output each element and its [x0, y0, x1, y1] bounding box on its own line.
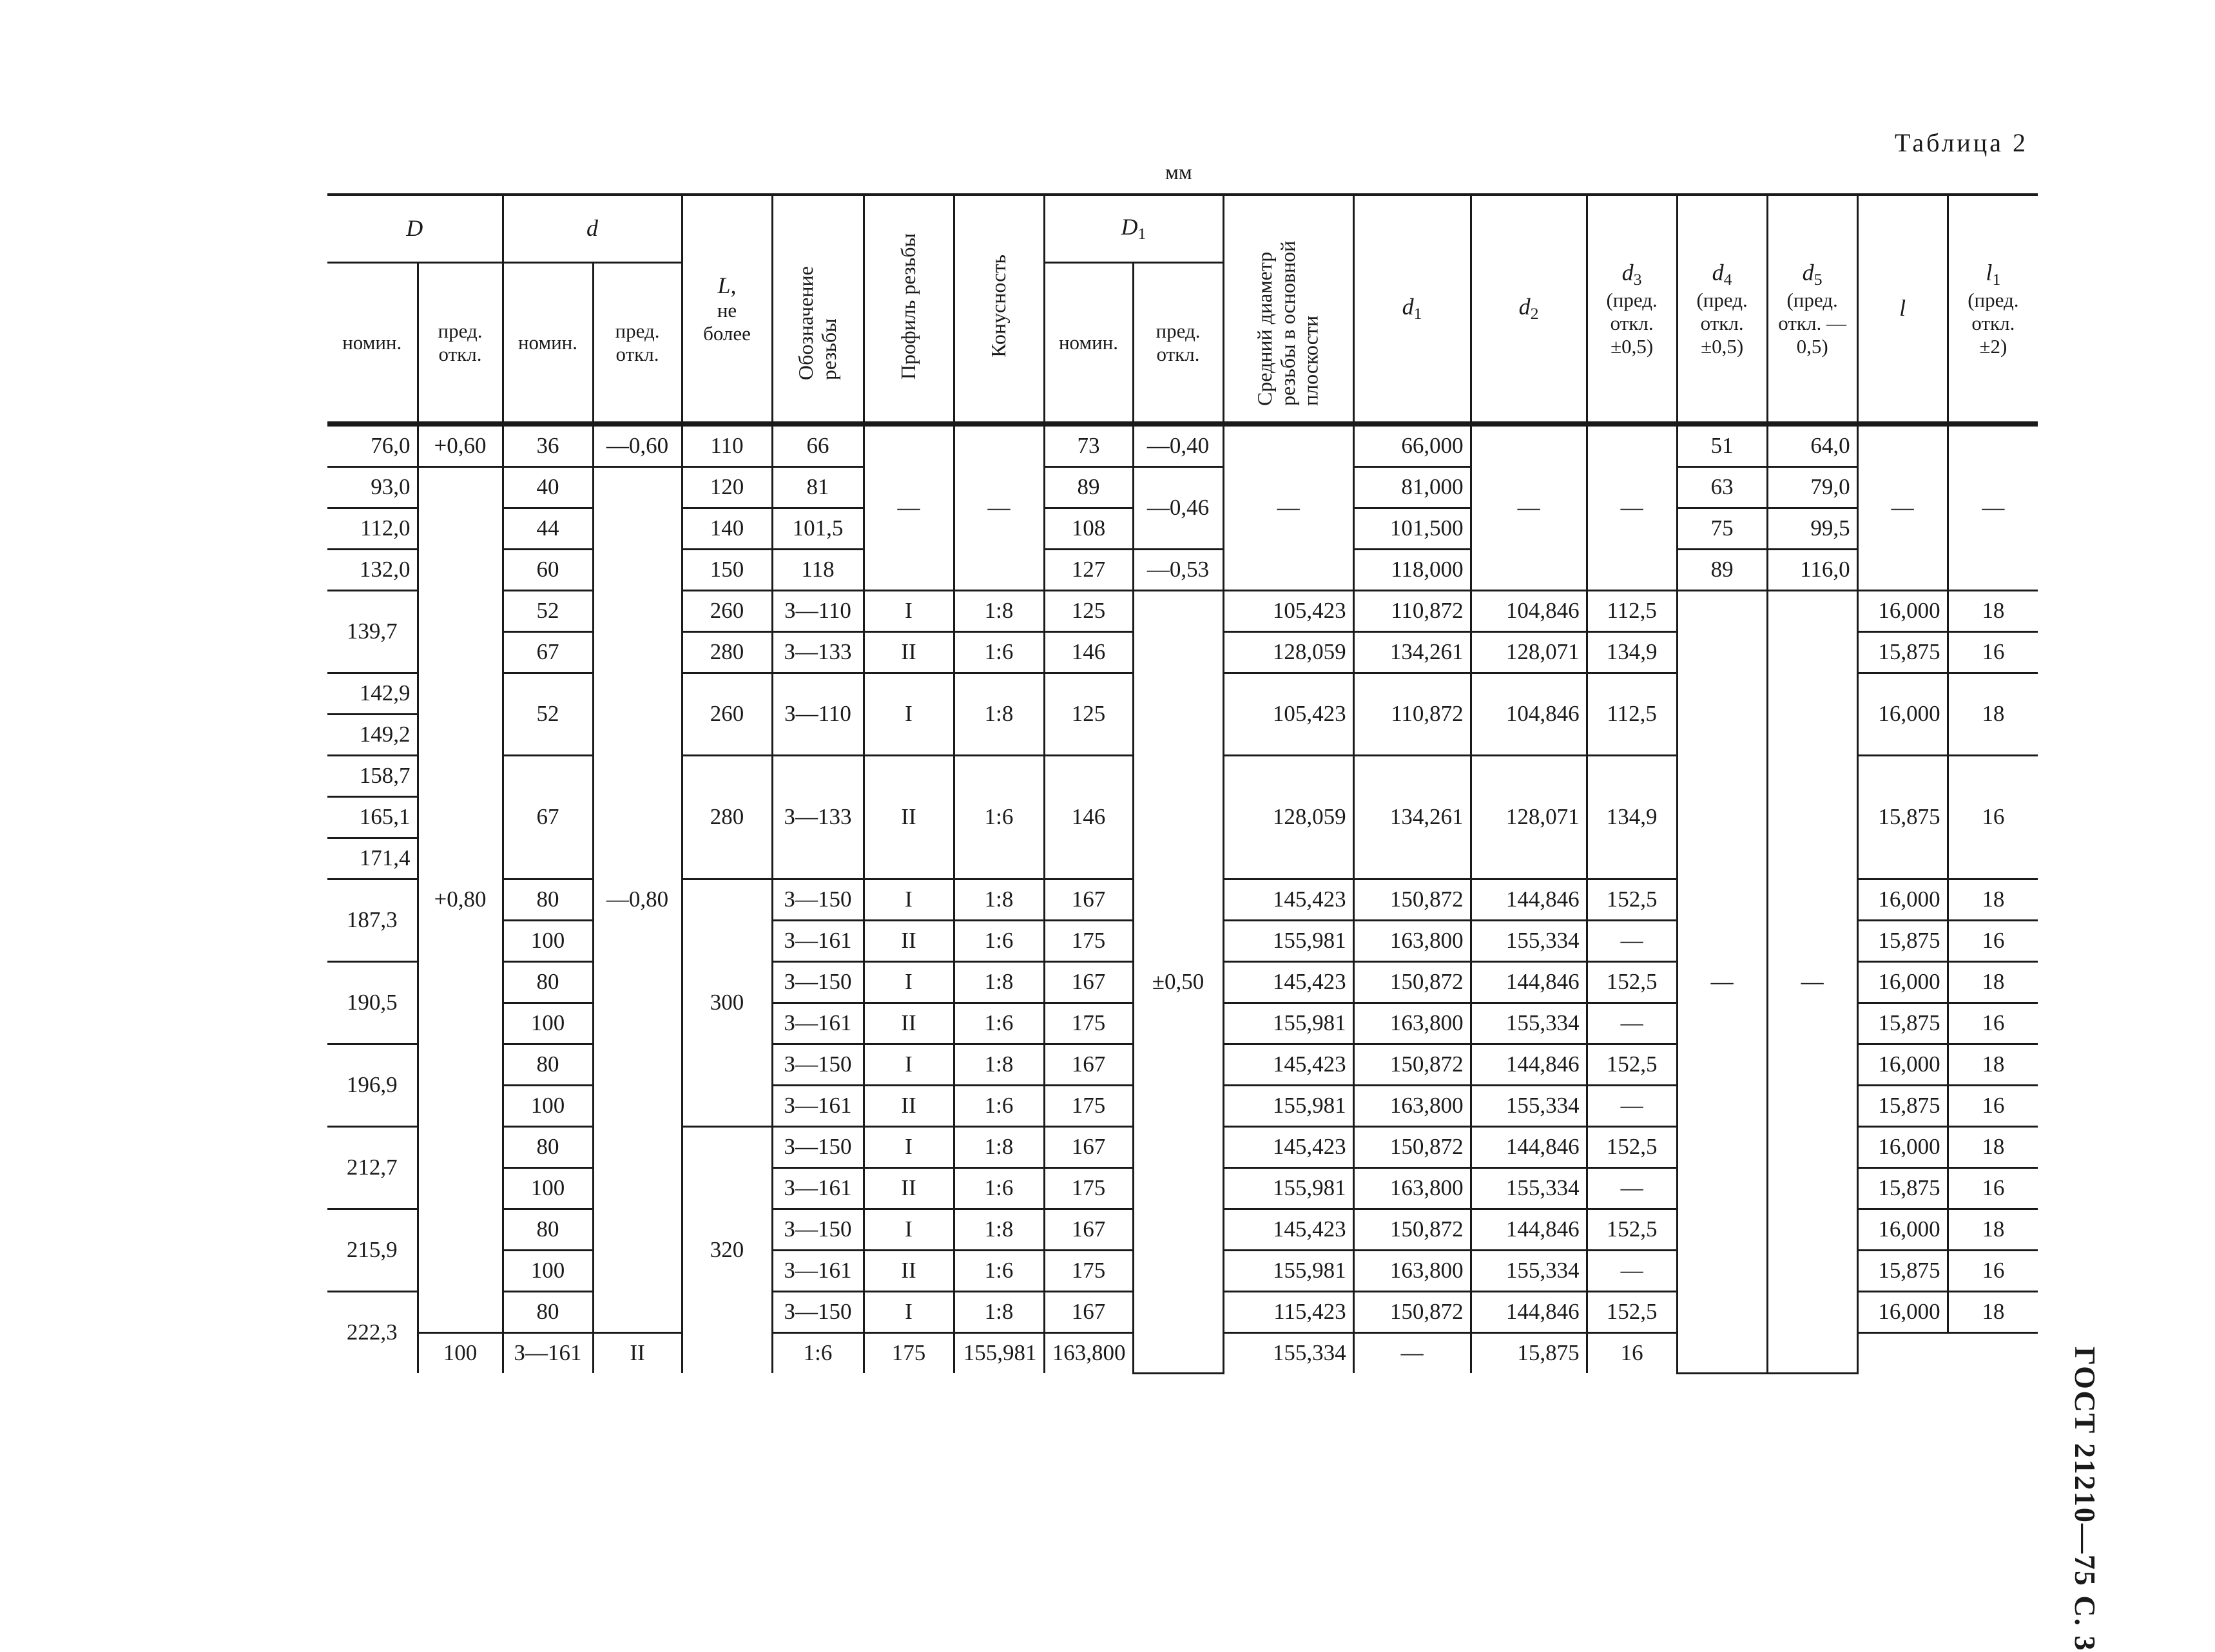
cell: З—150 [772, 879, 864, 921]
cell: 100 [503, 1168, 593, 1209]
cell: 75 [1677, 508, 1767, 550]
header-d2: $d_2$ [1471, 195, 1587, 424]
cell: 167 [1044, 1209, 1133, 1251]
cell: 105,423 [1223, 591, 1353, 632]
cell: — [1857, 424, 1948, 591]
cell: 15,875 [1857, 756, 1948, 879]
cell: 140 [682, 508, 772, 550]
cell: З—161 [503, 1333, 593, 1374]
cell: 155,334 [1471, 1251, 1587, 1292]
cell: 146 [1044, 756, 1133, 879]
cell: 145,423 [1223, 1044, 1353, 1086]
cell: 100 [503, 1086, 593, 1127]
cell: 187,3 [327, 879, 418, 962]
cell: 60 [503, 550, 593, 591]
cell: 155,334 [1223, 1333, 1353, 1374]
cell: 1:8 [954, 1209, 1044, 1251]
cell: —0,46 [1133, 467, 1223, 550]
cell: —0,53 [1133, 550, 1223, 591]
cell: 260 [682, 673, 772, 756]
cell: 150,872 [1353, 962, 1471, 1003]
cell: 167 [1044, 1127, 1133, 1168]
cell: — [864, 424, 954, 591]
cell: 15,875 [1857, 1251, 1948, 1292]
cell: —0,80 [593, 467, 682, 1333]
cell: 100 [503, 1251, 593, 1292]
cell: 18 [1948, 1292, 2038, 1333]
cell: 80 [503, 1127, 593, 1168]
cell: 167 [1044, 1292, 1133, 1333]
cell: 16,000 [1857, 962, 1948, 1003]
cell: 16 [1948, 632, 2038, 673]
cell: 155,981 [954, 1333, 1044, 1374]
cell: 66 [772, 424, 864, 467]
header-D-dev: пред. откл. [418, 263, 503, 425]
cell: 175 [1044, 921, 1133, 962]
cell: 152,5 [1587, 1127, 1677, 1168]
cell: З—150 [772, 1127, 864, 1168]
cell: 128,059 [1223, 756, 1353, 879]
cell: 15,875 [1857, 1086, 1948, 1127]
cell: 158,7 [327, 756, 418, 797]
cell: 1:6 [954, 632, 1044, 673]
cell: — [1767, 591, 1857, 1374]
cell: З—150 [772, 1044, 864, 1086]
cell: 16 [1948, 921, 2038, 962]
cell: 300 [682, 879, 772, 1127]
cell: 1:8 [954, 673, 1044, 756]
cell: II [864, 1003, 954, 1044]
cell: 79,0 [1767, 467, 1857, 508]
cell: 16 [1587, 1333, 1677, 1374]
cell: 76,0 [327, 424, 418, 467]
cell: 190,5 [327, 962, 418, 1044]
cell: I [864, 879, 954, 921]
cell: 112,5 [1587, 673, 1677, 756]
cell: 280 [682, 756, 772, 879]
cell: 163,800 [1353, 921, 1471, 962]
cell: — [1223, 424, 1353, 591]
cell: 52 [503, 591, 593, 632]
cell: 152,5 [1587, 962, 1677, 1003]
cell: — [1353, 1333, 1471, 1374]
table-caption: Таблица 2 [1894, 128, 2028, 157]
header-D-nom: номин. [327, 263, 418, 425]
cell: 51 [1677, 424, 1767, 467]
cell: З—133 [772, 632, 864, 673]
cell: 1:6 [954, 1086, 1044, 1127]
header-D1-nom: номин. [1044, 263, 1133, 425]
cell: 80 [503, 879, 593, 921]
cell: 81 [772, 467, 864, 508]
header-taper: Конусность [954, 195, 1044, 424]
header-D1: $D_1$ [1044, 195, 1223, 263]
header-d4: $d_4$ (пред. откл. ±0,5) [1677, 195, 1767, 424]
cell: З—133 [772, 756, 864, 879]
cell: 155,981 [1223, 1086, 1353, 1127]
cell: — [1677, 591, 1767, 1374]
cell: 163,800 [1353, 1251, 1471, 1292]
cell: 163,800 [1353, 1003, 1471, 1044]
cell: II [864, 756, 954, 879]
cell: 125 [1044, 673, 1133, 756]
cell: 139,7 [327, 591, 418, 673]
cell: I [864, 962, 954, 1003]
cell: 101,500 [1353, 508, 1471, 550]
cell: 67 [503, 756, 593, 879]
cell: 1:8 [954, 1127, 1044, 1168]
cell: 171,4 [327, 838, 418, 879]
cell: 155,981 [1223, 1168, 1353, 1209]
cell: — [1948, 424, 2038, 591]
cell: 215,9 [327, 1209, 418, 1292]
cell: 155,334 [1471, 1168, 1587, 1209]
cell: II [864, 921, 954, 962]
header-l1: $l_1$ (пред. откл. ±2) [1948, 195, 2038, 424]
cell: 118 [772, 550, 864, 591]
cell: 134,9 [1587, 632, 1677, 673]
cell: 175 [1044, 1086, 1133, 1127]
cell: 145,423 [1223, 1209, 1353, 1251]
cell: 80 [503, 1292, 593, 1333]
cell: 175 [1044, 1251, 1133, 1292]
cell: 15,875 [1857, 632, 1948, 673]
header-D: D [327, 195, 503, 263]
cell: 280 [682, 632, 772, 673]
cell: 149,2 [327, 715, 418, 756]
cell: +0,60 [418, 424, 503, 467]
cell: 152,5 [1587, 1044, 1677, 1086]
cell: 120 [682, 467, 772, 508]
cell: 18 [1948, 673, 2038, 756]
cell: 150,872 [1353, 1127, 1471, 1168]
cell: 18 [1948, 1044, 2038, 1086]
table-row [327, 591, 2038, 632]
cell: — [1587, 921, 1677, 962]
cell: 66,000 [1353, 424, 1471, 467]
cell: 52 [503, 673, 593, 756]
cell: 18 [1948, 879, 2038, 921]
cell: З—161 [772, 1003, 864, 1044]
cell: 80 [503, 1209, 593, 1251]
header-designation: Обозначение резьбы [772, 195, 864, 424]
cell: 89 [1044, 467, 1133, 508]
cell: I [864, 1044, 954, 1086]
cell: 1:8 [954, 591, 1044, 632]
cell: 1:6 [954, 921, 1044, 962]
cell: 16 [1948, 1251, 2038, 1292]
cell: 16 [1948, 756, 2038, 879]
cell: 145,423 [1223, 962, 1353, 1003]
cell: 150 [682, 550, 772, 591]
cell: З—161 [772, 1251, 864, 1292]
cell: 100 [418, 1333, 503, 1374]
cell: 144,846 [1471, 879, 1587, 921]
cell: 146 [1044, 632, 1133, 673]
cell: 1:8 [954, 1044, 1044, 1086]
cell: 150,872 [1353, 879, 1471, 921]
cell: 104,846 [1471, 673, 1587, 756]
header-mean-diameter: Средний диаметр резьбы в основной плоскости [1223, 195, 1353, 424]
header-d-dev: пред. откл. [593, 263, 682, 425]
cell: 1:8 [954, 879, 1044, 921]
cell: 155,981 [1223, 1003, 1353, 1044]
cell: 99,5 [1767, 508, 1857, 550]
cell: 144,846 [1471, 1044, 1587, 1086]
cell: 127 [1044, 550, 1133, 591]
cell: 110,872 [1353, 591, 1471, 632]
cell: 175 [1044, 1168, 1133, 1209]
cell: 212,7 [327, 1127, 418, 1209]
table-row [327, 424, 2038, 467]
cell: 18 [1948, 962, 2038, 1003]
cell: 1:6 [954, 1168, 1044, 1209]
cell: 73 [1044, 424, 1133, 467]
cell: I [864, 1209, 954, 1251]
cell: 175 [1044, 1003, 1133, 1044]
cell: 144,846 [1471, 1292, 1587, 1333]
cell: З—161 [772, 921, 864, 962]
header-d: d [503, 195, 682, 263]
cell: II [864, 1251, 954, 1292]
cell: 1:6 [954, 1003, 1044, 1044]
cell: 108 [1044, 508, 1133, 550]
cell: I [864, 1292, 954, 1333]
cell: 16,000 [1857, 673, 1948, 756]
cell: 93,0 [327, 467, 418, 508]
cell: — [1587, 424, 1677, 591]
cell: 100 [503, 921, 593, 962]
cell: 16 [1948, 1003, 2038, 1044]
cell: 1:6 [954, 756, 1044, 879]
cell: 112,0 [327, 508, 418, 550]
cell: 100 [503, 1003, 593, 1044]
cell: 128,071 [1471, 632, 1587, 673]
cell: 167 [1044, 962, 1133, 1003]
cell: 163,800 [1353, 1086, 1471, 1127]
table-row [327, 550, 2038, 591]
cell: 165,1 [327, 797, 418, 838]
cell: 152,5 [1587, 1292, 1677, 1333]
cell: 150,872 [1353, 1292, 1471, 1333]
cell: 104,846 [1471, 591, 1587, 632]
cell: — [1587, 1168, 1677, 1209]
cell: 1:8 [954, 962, 1044, 1003]
cell: +0,80 [418, 467, 503, 1333]
cell: 128,071 [1471, 756, 1587, 879]
cell: 134,9 [1587, 756, 1677, 879]
cell: 15,875 [1471, 1333, 1587, 1374]
cell: II [593, 1333, 682, 1374]
cell: 155,334 [1471, 921, 1587, 962]
cell: 145,423 [1223, 1127, 1353, 1168]
cell: З—110 [772, 673, 864, 756]
cell: З—110 [772, 591, 864, 632]
cell: 152,5 [1587, 879, 1677, 921]
header-d-nom: номин. [503, 263, 593, 425]
cell: 116,0 [1767, 550, 1857, 591]
cell: 44 [503, 508, 593, 550]
standard-page-label: ГОСТ 21210—75 С. 3 [2069, 1347, 2102, 1652]
cell: 1:8 [954, 1292, 1044, 1333]
cell: 155,981 [1223, 921, 1353, 962]
cell: 80 [503, 962, 593, 1003]
cell: 105,423 [1223, 673, 1353, 756]
cell: 101,5 [772, 508, 864, 550]
header-profile: Профиль резьбы [864, 195, 954, 424]
cell: 260 [682, 591, 772, 632]
cell: 144,846 [1471, 962, 1587, 1003]
cell: 15,875 [1857, 1168, 1948, 1209]
cell: 16 [1948, 1168, 2038, 1209]
cell: 155,981 [1223, 1251, 1353, 1292]
cell: 16,000 [1857, 1044, 1948, 1086]
header-d1: $d_1$ [1353, 195, 1471, 424]
cell: 145,423 [1223, 879, 1353, 921]
cell: — [1587, 1086, 1677, 1127]
cell: 112,5 [1587, 591, 1677, 632]
cell: 155,334 [1471, 1003, 1587, 1044]
cell: 18 [1948, 1127, 2038, 1168]
cell: 152,5 [1587, 1209, 1677, 1251]
cell: I [864, 1127, 954, 1168]
cell: 142,9 [327, 673, 418, 715]
cell: 64,0 [1767, 424, 1857, 467]
cell: 110,872 [1353, 673, 1471, 756]
cell: 320 [682, 1127, 772, 1374]
cell: I [864, 591, 954, 632]
header-l: l [1857, 195, 1948, 424]
cell: 196,9 [327, 1044, 418, 1127]
cell: 110 [682, 424, 772, 467]
cell: ±0,50 [1133, 591, 1223, 1374]
cell: 144,846 [1471, 1127, 1587, 1168]
cell: 1:6 [772, 1333, 864, 1374]
cell: 222,3 [327, 1292, 418, 1374]
cell: З—161 [772, 1086, 864, 1127]
cell: 118,000 [1353, 550, 1471, 591]
cell: — [954, 424, 1044, 591]
cell: 16,000 [1857, 1292, 1948, 1333]
cell: 16,000 [1857, 1209, 1948, 1251]
cell: 150,872 [1353, 1044, 1471, 1086]
cell: 16,000 [1857, 591, 1948, 632]
cell: З—161 [772, 1168, 864, 1209]
cell: 144,846 [1471, 1209, 1587, 1251]
cell: 18 [1948, 591, 2038, 632]
cell: I [864, 673, 954, 756]
cell: — [1587, 1003, 1677, 1044]
cell: 89 [1677, 550, 1767, 591]
cell: 167 [1044, 879, 1133, 921]
cell: З—150 [772, 962, 864, 1003]
header-L: L, не более [682, 195, 772, 424]
cell: 16,000 [1857, 1127, 1948, 1168]
header-D1-dev: пред. откл. [1133, 263, 1223, 425]
cell: —0,60 [593, 424, 682, 467]
cell: 175 [864, 1333, 954, 1374]
cell: 63 [1677, 467, 1767, 508]
cell: 115,423 [1223, 1292, 1353, 1333]
cell: 80 [503, 1044, 593, 1086]
cell: 18 [1948, 1209, 2038, 1251]
cell: — [1471, 424, 1587, 591]
cell: 163,800 [1044, 1333, 1133, 1374]
cell: 36 [503, 424, 593, 467]
thread-dimensions-table [327, 193, 2038, 1374]
cell: 134,261 [1353, 756, 1471, 879]
cell: 15,875 [1857, 1003, 1948, 1044]
header-d5: $d_5$ (пред. откл. —0,5) [1767, 195, 1857, 424]
cell: 134,261 [1353, 632, 1471, 673]
cell: 81,000 [1353, 467, 1471, 508]
cell: 167 [1044, 1044, 1133, 1086]
cell: 16 [1948, 1086, 2038, 1127]
cell: 155,334 [1471, 1086, 1587, 1127]
cell: 128,059 [1223, 632, 1353, 673]
cell: 1:6 [954, 1251, 1044, 1292]
cell: З—150 [772, 1209, 864, 1251]
cell: 15,875 [1857, 921, 1948, 962]
cell: II [864, 1168, 954, 1209]
cell: 125 [1044, 591, 1133, 632]
cell: 16,000 [1857, 879, 1948, 921]
cell: З—150 [772, 1292, 864, 1333]
cell: 150,872 [1353, 1209, 1471, 1251]
cell: 67 [503, 632, 593, 673]
cell: II [864, 632, 954, 673]
cell: 163,800 [1353, 1168, 1471, 1209]
cell: 40 [503, 467, 593, 508]
cell: II [864, 1086, 954, 1127]
table-row [327, 467, 2038, 508]
header-d3: $d_3$ (пред. откл. ±0,5) [1587, 195, 1677, 424]
cell: — [1587, 1251, 1677, 1292]
unit-label: мм [1165, 161, 1192, 184]
cell: —0,40 [1133, 424, 1223, 467]
cell: 132,0 [327, 550, 418, 591]
